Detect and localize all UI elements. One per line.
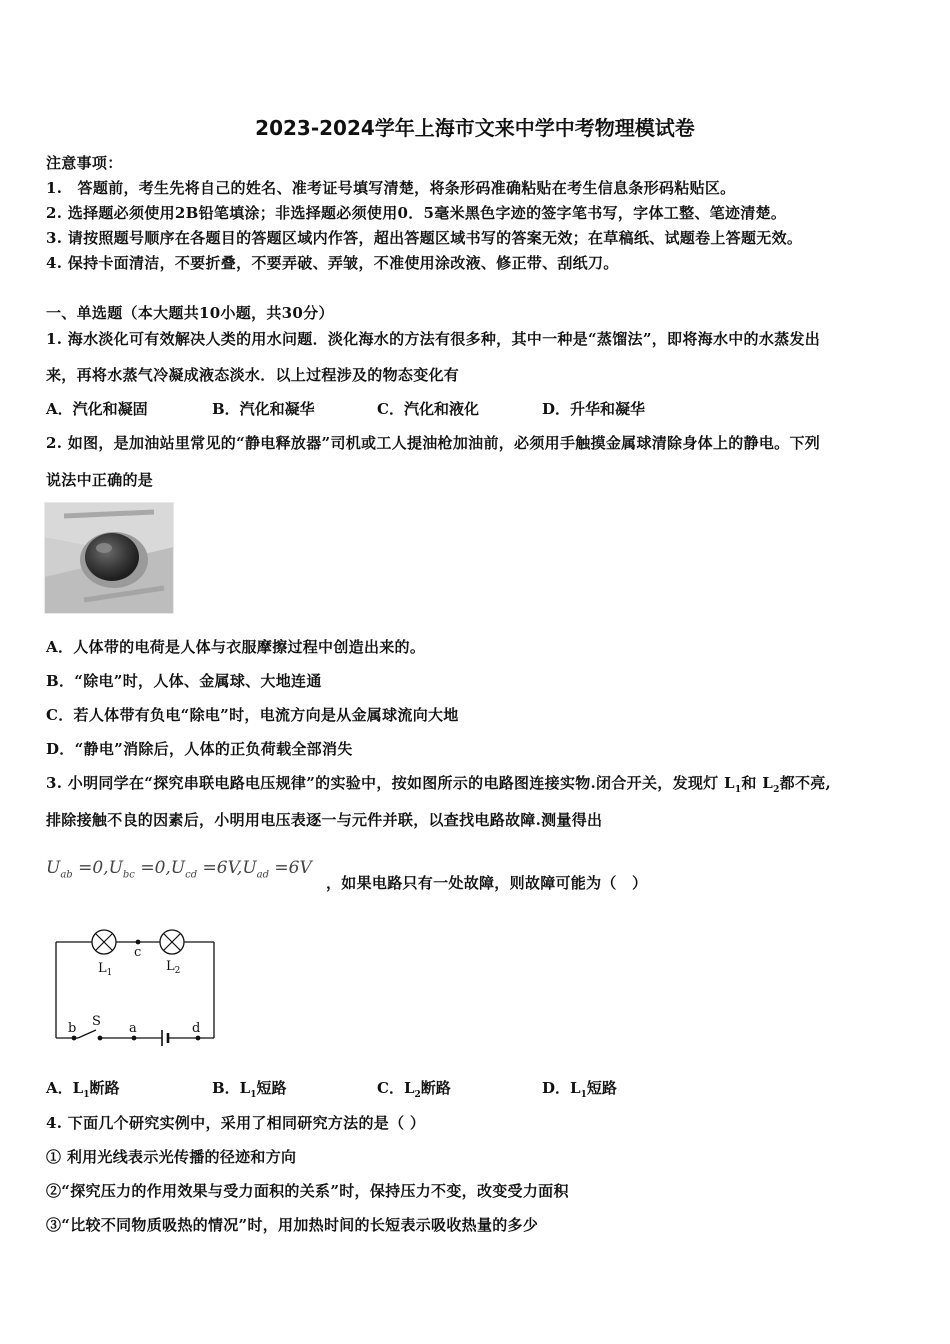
q1-option-b: B．汽化和凝华 xyxy=(212,400,315,418)
notice-item-4: 4. 保持卡面清洁，不要折叠，不要弄破、弄皱，不准使用涂改液、修正带、刮纸刀。 xyxy=(46,254,619,272)
q4-item-1: ① 利用光线表示光传播的径迹和方向 xyxy=(46,1148,297,1166)
q3-formula: $U_{ab} =0,U_{bc} =0,U_{cd} =6V,U_{ad} =6V$ xyxy=(46,858,312,881)
svg-text:L1: $L_1$ xyxy=(98,961,113,978)
q2-option-c: C．若人体带有负电“除电”时，电流方向是从金属球流向大地 xyxy=(46,706,459,724)
q1-line-1: 1. 海水淡化可有效解决人类的用水问题．淡化海水的方法有很多种，其中一种是“蒸馏法”，即将海水中的水蒸发出 xyxy=(46,330,821,348)
static-discharger-photo xyxy=(44,502,174,614)
lamp-l2-icon xyxy=(160,930,184,954)
q4-item-3: ③“比较不同物质吸热的情况”时，用加热时间的长短表示吸收热量的多少 xyxy=(46,1216,539,1234)
svg-text:b: b xyxy=(68,1021,77,1036)
notice-item-2: 2. 选择题必须使用2B铅笔填涂；非选择题必须使用0．5毫米黑色字迹的签字笔书写，字体工整、笔迹清楚。 xyxy=(46,204,787,222)
q3-option-d: D．$L_1$短路 xyxy=(542,1079,617,1100)
q1-option-c: C．汽化和液化 xyxy=(377,400,479,418)
q2-option-a: A．人体带的电荷是人体与衣服摩擦过程中创造出来的。 xyxy=(46,638,426,656)
q1-line-2: 来，再将水蒸气冷凝成液态淡水．以上过程涉及的物态变化有 xyxy=(46,366,460,384)
q3-formula-tail: ，如果电路只有一处故障，则故障可能为（ ） xyxy=(326,874,648,892)
svg-text:a: a xyxy=(129,1021,137,1036)
q3-option-a: A．$L_1$断路 xyxy=(46,1079,120,1100)
q2-option-b: B．“除电”时，人体、金属球、大地连通 xyxy=(46,672,322,690)
svg-text:c: c xyxy=(134,945,142,960)
q2-option-d: D．“静电”消除后，人体的正负荷载全部消失 xyxy=(46,740,353,758)
notice-item-3: 3. 请按照题号顺序在各题目的答题区域内作答，超出答题区域书写的答案无效；在草稿纸、试题卷上答题无效。 xyxy=(46,229,803,247)
q1-option-d: D．升华和凝华 xyxy=(542,400,646,418)
svg-text:S: S xyxy=(92,1014,101,1029)
section-heading: 一、单选题（本大题共10小题，共30分） xyxy=(46,304,334,322)
q2-line-1: 2. 如图，是加油站里常见的“静电释放器”司机或工人提油枪加油前，必须用手触摸金属球清除身体上的静电。下列 xyxy=(46,434,821,452)
circuit-diagram xyxy=(50,926,225,1051)
q3-option-c: C．$L_2$断路 xyxy=(377,1079,451,1100)
svg-text:d: d xyxy=(192,1021,201,1036)
q4-item-2: ②“探究压力的作用效果与受力面积的关系”时，保持压力不变，改变受力面积 xyxy=(46,1182,569,1200)
notice-item-1: 1. 答题前，考生先将自己的姓名、准考证号填写清楚，将条形码准确粘贴在考生信息条形码粘贴区。 xyxy=(46,179,736,197)
q1-option-a: A．汽化和凝固 xyxy=(46,400,148,418)
q3-line-1: 3. 小明同学在“探究串联电路电压规律”的实验中，按如图所示的电路图连接实物.闭合开关，发现灯 $L_1$和 $L_2$都不亮, xyxy=(46,774,832,795)
notice-heading: 注意事项： xyxy=(46,154,123,172)
q4-line-1: 4. 下面几个研究实例中，采用了相同研究方法的是（ ） xyxy=(46,1114,426,1132)
lamp-l1-icon xyxy=(92,930,116,954)
page-title: 2023-2024学年上海市文来中学中考物理模试卷 xyxy=(255,116,695,140)
svg-text:L2: $L_2$ xyxy=(166,959,181,976)
q3-option-b: B．$L_1$短路 xyxy=(212,1079,287,1100)
q2-line-2: 说法中正确的是 xyxy=(46,471,154,489)
q3-line-2: 排除接触不良的因素后，小明用电压表逐一与元件并联，以查找电路故障.测量得出 xyxy=(46,811,603,829)
